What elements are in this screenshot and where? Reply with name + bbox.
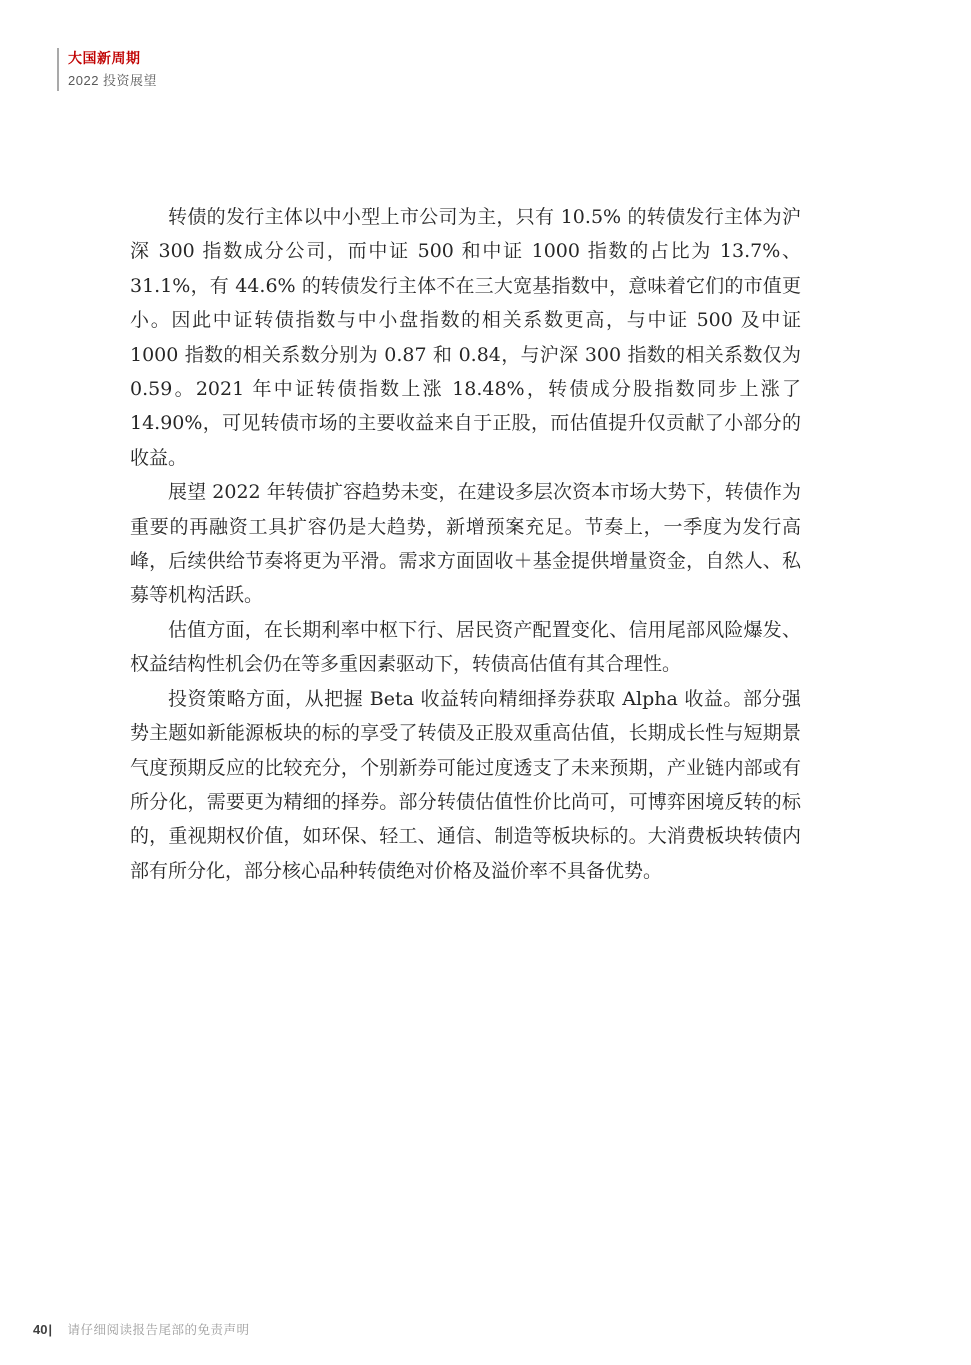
paragraph-2022-supply-outlook: 展望 2022 年转债扩容趋势未变，在建设多层次资本市场大势下，转债作为重要的再融资工具扩容仍是大趋势，新增预案充足。节奏上，一季度为发行高峰，后续供给节奏将更为平滑。需求方面固收＋基金提供增量资金，自然人、私募等机构活跃。 [130,481,801,607]
report-subtitle: 2022 投资展望 [68,73,158,88]
paragraph-valuation-view: 估值方面，在长期利率中枢下行、居民资产配置变化、信用尾部风险爆发、权益结构性机会仍在等多重因素驱动下，转债高估值有其合理性。 [130,618,801,676]
report-series-title: 大国新周期 [68,50,141,66]
footer-separator: | [48,1323,52,1337]
body-text [130,200,801,888]
report-header [57,48,157,91]
page-footer [33,1321,249,1339]
paragraph-issuers-and-index-correlation: 转债的发行主体以中小型上市公司为主，只有 10.5% 的转债发行主体为沪深 300 指数成分公司，而中证 500 和中证 1000 指数的占比为 13.7%、31.1%，有 44.6% 的转债发行主体不在三大宽基指数中，意味着它们的市值更小。因此中证转债指数与中小盘指数的相关系数更高，与中证 500 及中证 1000 指数的相关系数分别为 0.87 和 0.84，与沪深 300 指数的相关系数仅为 0.59。2021 年中证转债指数上涨 18.48%，转债成分股指数同步上涨了 14.90%，可见转债市场的主要收益来自于正股，而估值提升仅贡献了小部分的收益。 [130,206,801,469]
page-number: 40 [33,1322,48,1337]
footer-disclaimer: 请仔细阅读报告尾部的免责声明 [67,1323,250,1337]
paragraph-investment-strategy: 投资策略方面，从把握 Beta 收益转向精细择券获取 Alpha 收益。部分强势主题如新能源板块的标的享受了转债及正股双重高估值，长期成长性与短期景气度预期反应的比较充分，个别新券可能过度透支了未来预期，产业链内部或有所分化，需要更为精细的择券。部分转债估值性价比尚可，可博弈困境反转的标的，重视期权价值，如环保、轻工、通信、制造等板块标的。大消费板块转债内部有所分化，部分核心品种转债绝对价格及溢价率不具备优势。 [130,687,801,882]
